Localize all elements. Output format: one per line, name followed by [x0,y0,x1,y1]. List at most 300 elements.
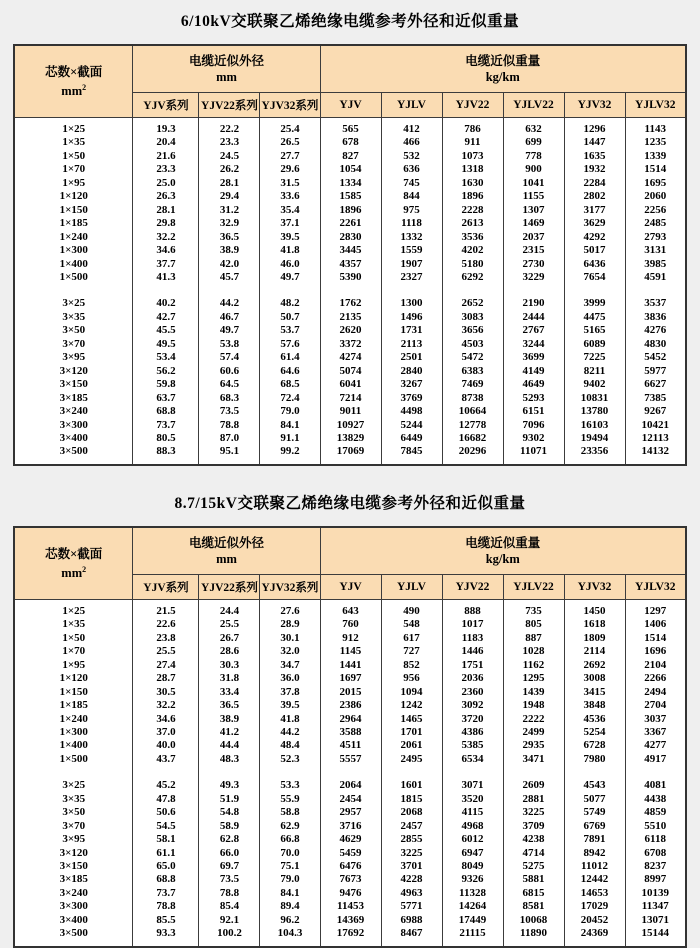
value-cell: 73.5 [199,873,260,886]
value-cell: 9402 [564,378,625,391]
value-cell: 87.0 [199,432,260,445]
value-cell: 3092 [442,699,503,712]
value-cell: 29.4 [199,190,260,203]
value-cell: 31.8 [199,672,260,685]
value-cell: 4543 [564,779,625,792]
empty-cell [503,766,564,779]
empty-cell [260,766,320,779]
value-cell: 40.0 [133,739,199,752]
value-cell: 1073 [442,150,503,163]
value-cell: 2501 [381,351,442,364]
table-row [14,338,686,351]
value-cell: 6292 [442,271,503,284]
value-cell: 34.6 [133,713,199,726]
value-cell: 33.6 [260,190,320,203]
value-cell: 58.1 [133,833,199,846]
value-cell: 5017 [564,244,625,257]
table-row [14,217,686,230]
value-cell: 56.2 [133,365,199,378]
table-row [14,672,686,685]
cable-spec-table-8-7-15kv [13,526,687,948]
value-cell: 3225 [381,847,442,860]
value-cell: 43.7 [133,753,199,766]
spec-cell: 1×95 [14,177,133,190]
spec-label: 芯数×截面 [45,64,103,79]
value-cell: 4498 [381,405,442,418]
table-row [14,914,686,927]
value-cell: 28.1 [133,204,199,217]
value-cell: 14132 [625,445,686,464]
value-cell: 8211 [564,365,625,378]
spec-cell: 1×150 [14,204,133,217]
value-cell: 45.5 [133,324,199,337]
value-cell: 29.8 [133,217,199,230]
value-cell: 7845 [381,445,442,464]
value-cell: 5452 [625,351,686,364]
value-cell: 78.8 [199,419,260,432]
spec-cell: 1×95 [14,659,133,672]
value-cell: 2830 [320,231,381,244]
value-cell: 84.1 [260,419,320,432]
value-cell: 760 [320,618,381,631]
value-cell: 10927 [320,419,381,432]
value-cell: 1559 [381,244,442,257]
header-yjv32: YJV32 [564,574,625,599]
value-cell: 1469 [503,217,564,230]
spec-cell: 3×35 [14,793,133,806]
value-cell: 30.3 [199,659,260,672]
value-cell: 24.5 [199,150,260,163]
value-cell: 41.8 [260,244,320,257]
value-cell: 1041 [503,177,564,190]
value-cell: 1514 [625,163,686,176]
value-cell: 4591 [625,271,686,284]
spec-cell: 1×185 [14,217,133,230]
value-cell: 2840 [381,365,442,378]
value-cell: 15144 [625,927,686,946]
spec-cell: 1×25 [14,118,133,137]
value-cell: 4149 [503,365,564,378]
spec-cell: 1×35 [14,136,133,149]
value-cell: 17449 [442,914,503,927]
value-cell: 548 [381,618,442,631]
value-cell: 37.0 [133,726,199,739]
value-cell: 6815 [503,887,564,900]
empty-cell [381,284,442,297]
value-cell: 5275 [503,860,564,873]
value-cell: 2266 [625,672,686,685]
value-cell: 4081 [625,779,686,792]
header-yjv: YJV [320,574,381,599]
value-cell: 3629 [564,217,625,230]
value-cell: 3716 [320,820,381,833]
empty-cell [564,766,625,779]
value-cell: 727 [381,645,442,658]
value-cell: 11453 [320,900,381,913]
value-cell: 1296 [564,118,625,137]
header-yjlv: YJLV [381,574,442,599]
value-cell: 21.6 [133,150,199,163]
value-cell: 1118 [381,217,442,230]
value-cell: 11071 [503,445,564,464]
value-cell: 85.5 [133,914,199,927]
value-cell: 490 [381,599,442,618]
value-cell: 3244 [503,338,564,351]
value-cell: 26.3 [133,190,199,203]
header-yjv-series: YJV系列 [133,574,199,599]
value-cell: 2386 [320,699,381,712]
value-cell: 7891 [564,833,625,846]
value-cell: 1441 [320,659,381,672]
table-row [14,419,686,432]
value-cell: 3037 [625,713,686,726]
empty-cell [625,766,686,779]
value-cell: 3537 [625,297,686,310]
value-cell: 4292 [564,231,625,244]
value-cell: 3225 [503,806,564,819]
value-cell: 2692 [564,659,625,672]
spec-cell: 3×95 [14,833,133,846]
table-section-8-7-15kv [0,466,700,948]
value-cell: 89.4 [260,900,320,913]
value-cell: 3701 [381,860,442,873]
value-cell: 42.7 [133,311,199,324]
value-cell: 1155 [503,190,564,203]
value-cell: 1751 [442,659,503,672]
value-cell: 1446 [442,645,503,658]
value-cell: 3131 [625,244,686,257]
spec-cell: 1×500 [14,753,133,766]
value-cell: 6947 [442,847,503,860]
value-cell: 58.9 [199,820,260,833]
value-cell: 2037 [503,231,564,244]
header-yjv32: YJV32 [564,93,625,118]
value-cell: 4503 [442,338,503,351]
value-cell: 6012 [442,833,503,846]
value-cell: 4277 [625,739,686,752]
value-cell: 1017 [442,618,503,631]
value-cell: 70.0 [260,847,320,860]
value-cell: 2060 [625,190,686,203]
value-cell: 37.7 [133,258,199,271]
value-cell: 900 [503,163,564,176]
value-cell: 22.2 [199,118,260,137]
value-cell: 49.7 [199,324,260,337]
value-cell: 6436 [564,258,625,271]
value-cell: 805 [503,618,564,631]
spec-cell: 1×35 [14,618,133,631]
value-cell: 2613 [442,217,503,230]
value-cell: 100.2 [199,927,260,946]
value-cell: 2793 [625,231,686,244]
value-cell: 2113 [381,338,442,351]
value-cell: 24369 [564,927,625,946]
header-weight-group [320,45,686,93]
value-cell: 60.6 [199,365,260,378]
value-cell: 22.6 [133,618,199,631]
value-cell: 50.7 [260,311,320,324]
value-cell: 1896 [442,190,503,203]
value-cell: 4963 [381,887,442,900]
table-row [14,351,686,364]
value-cell: 4386 [442,726,503,739]
table-row [14,873,686,886]
value-cell: 93.3 [133,927,199,946]
empty-cell [442,284,503,297]
value-cell: 1697 [320,672,381,685]
value-cell: 68.8 [133,405,199,418]
table-title: 8.7/15kV交联聚乙烯绝缘电缆参考外径和近似重量 [174,494,526,512]
table-row [14,118,686,137]
value-cell: 54.5 [133,820,199,833]
value-cell: 21115 [442,927,503,946]
table-section-6-10kv [0,0,700,466]
value-cell: 412 [381,118,442,137]
value-cell: 79.0 [260,405,320,418]
value-cell: 4917 [625,753,686,766]
value-cell: 48.4 [260,739,320,752]
value-cell: 88.3 [133,445,199,464]
value-cell: 17069 [320,445,381,464]
value-cell: 532 [381,150,442,163]
value-cell: 17029 [564,900,625,913]
value-cell: 8049 [442,860,503,873]
value-cell: 5385 [442,739,503,752]
spec-cell: 1×240 [14,231,133,244]
value-cell: 10139 [625,887,686,900]
value-cell: 59.8 [133,378,199,391]
value-cell: 34.6 [133,244,199,257]
spec-cell: 3×25 [14,297,133,310]
value-cell: 975 [381,204,442,217]
value-cell: 11012 [564,860,625,873]
value-cell: 1235 [625,136,686,149]
table-body [14,118,686,465]
wt-group-label: 电缆近似重量 [465,535,541,550]
table-row [14,163,686,176]
value-cell: 36.0 [260,672,320,685]
value-cell: 12778 [442,419,503,432]
value-cell: 64.5 [199,378,260,391]
empty-cell [260,284,320,297]
value-cell: 6728 [564,739,625,752]
value-cell: 46.7 [199,311,260,324]
table-row [14,753,686,766]
value-cell: 19.3 [133,118,199,137]
value-cell: 25.5 [133,645,199,658]
value-cell: 11328 [442,887,503,900]
value-cell: 3445 [320,244,381,257]
value-cell: 45.2 [133,779,199,792]
value-cell: 9326 [442,873,503,886]
value-cell: 20.4 [133,136,199,149]
value-cell: 1731 [381,324,442,337]
value-cell: 23.8 [133,632,199,645]
value-cell: 2499 [503,726,564,739]
header-yjv: YJV [320,93,381,118]
table-row [14,900,686,913]
spec-cell: 3×150 [14,378,133,391]
spec-cell: 1×120 [14,190,133,203]
value-cell: 6118 [625,833,686,846]
value-cell: 3709 [503,820,564,833]
value-cell: 45.7 [199,271,260,284]
spec-cell: 3×240 [14,405,133,418]
value-cell: 3536 [442,231,503,244]
value-cell: 6151 [503,405,564,418]
value-cell: 1094 [381,686,442,699]
value-cell: 17692 [320,927,381,946]
table-row [14,244,686,257]
value-cell: 33.4 [199,686,260,699]
value-cell: 3999 [564,297,625,310]
value-cell: 69.7 [199,860,260,873]
value-cell: 2957 [320,806,381,819]
value-cell: 1406 [625,618,686,631]
value-cell: 1297 [625,599,686,618]
value-cell: 7654 [564,271,625,284]
spec-label: 芯数×截面 [45,546,103,561]
value-cell: 31.2 [199,204,260,217]
value-cell: 85.4 [199,900,260,913]
empty-cell [133,766,199,779]
spec-cell: 1×70 [14,163,133,176]
value-cell: 11890 [503,927,564,946]
value-cell: 63.7 [133,392,199,405]
value-cell: 6041 [320,378,381,391]
value-cell: 887 [503,632,564,645]
table-row [14,699,686,712]
value-cell: 53.4 [133,351,199,364]
table-row [14,445,686,464]
value-cell: 4357 [320,258,381,271]
value-cell: 49.3 [199,779,260,792]
value-cell: 2036 [442,672,503,685]
value-cell: 4649 [503,378,564,391]
table-row [14,618,686,631]
header-yjv32-series: YJV32系列 [260,93,320,118]
value-cell: 5977 [625,365,686,378]
value-cell: 3836 [625,311,686,324]
value-cell: 7096 [503,419,564,432]
value-cell: 6383 [442,365,503,378]
value-cell: 3071 [442,779,503,792]
table-row [14,204,686,217]
od-group-label: 电缆近似外径 [188,535,264,550]
value-cell: 26.2 [199,163,260,176]
empty-cell [503,284,564,297]
table-row [14,887,686,900]
spec-cell: 1×185 [14,699,133,712]
value-cell: 20452 [564,914,625,927]
value-cell: 2190 [503,297,564,310]
value-cell: 51.9 [199,793,260,806]
value-cell: 2495 [381,753,442,766]
spec-cell: 3×185 [14,392,133,405]
value-cell: 2881 [503,793,564,806]
cable-spec-table-6-10kv [13,44,687,466]
value-cell: 8942 [564,847,625,860]
value-cell: 2256 [625,204,686,217]
value-cell: 1948 [503,699,564,712]
value-cell: 39.5 [260,231,320,244]
table-row [14,324,686,337]
value-cell: 53.3 [260,779,320,792]
value-cell: 37.1 [260,217,320,230]
value-cell: 5074 [320,365,381,378]
spec-cell: 1×300 [14,726,133,739]
spec-cell: 1×50 [14,150,133,163]
value-cell: 6449 [381,432,442,445]
header-yjlv32: YJLV32 [625,93,686,118]
table-body [14,599,686,946]
value-cell: 3985 [625,258,686,271]
value-cell: 466 [381,136,442,149]
table-row [14,779,686,792]
spec-cell: 3×120 [14,847,133,860]
value-cell: 49.7 [260,271,320,284]
value-cell: 4438 [625,793,686,806]
value-cell: 636 [381,163,442,176]
value-cell: 1896 [320,204,381,217]
value-cell: 26.7 [199,632,260,645]
header-outer-diameter-group [133,45,320,93]
value-cell: 5749 [564,806,625,819]
value-cell: 46.0 [260,258,320,271]
spec-cell: 3×35 [14,311,133,324]
table-row [14,297,686,310]
spec-cell: 3×240 [14,887,133,900]
spec-cell: 3×300 [14,900,133,913]
table-row [14,659,686,672]
value-cell: 31.5 [260,177,320,190]
value-cell: 2135 [320,311,381,324]
spec-cell: 3×300 [14,419,133,432]
value-cell: 37.8 [260,686,320,699]
table-row [14,833,686,846]
value-cell: 35.4 [260,204,320,217]
value-cell: 7225 [564,351,625,364]
table-row [14,432,686,445]
value-cell: 8237 [625,860,686,873]
spec-cell: 1×240 [14,713,133,726]
value-cell: 13071 [625,914,686,927]
header-yjv22: YJV22 [442,574,503,599]
value-cell: 41.3 [133,271,199,284]
value-cell: 4475 [564,311,625,324]
spec-cell: 3×185 [14,873,133,886]
value-cell: 2704 [625,699,686,712]
empty-cell [133,284,199,297]
spec-cell: 3×150 [14,860,133,873]
value-cell: 745 [381,177,442,190]
value-cell: 14653 [564,887,625,900]
value-cell: 3177 [564,204,625,217]
value-cell: 912 [320,632,381,645]
spec-cell: 3×50 [14,324,133,337]
value-cell: 5557 [320,753,381,766]
value-cell: 25.0 [133,177,199,190]
spec-cell: 1×120 [14,672,133,685]
value-cell: 6534 [442,753,503,766]
table-row [14,793,686,806]
spec-cell: 3×50 [14,806,133,819]
spec-cell: 1×400 [14,258,133,271]
header-yjlv22: YJLV22 [503,93,564,118]
header-yjlv22: YJLV22 [503,574,564,599]
value-cell: 8467 [381,927,442,946]
value-cell: 2104 [625,659,686,672]
